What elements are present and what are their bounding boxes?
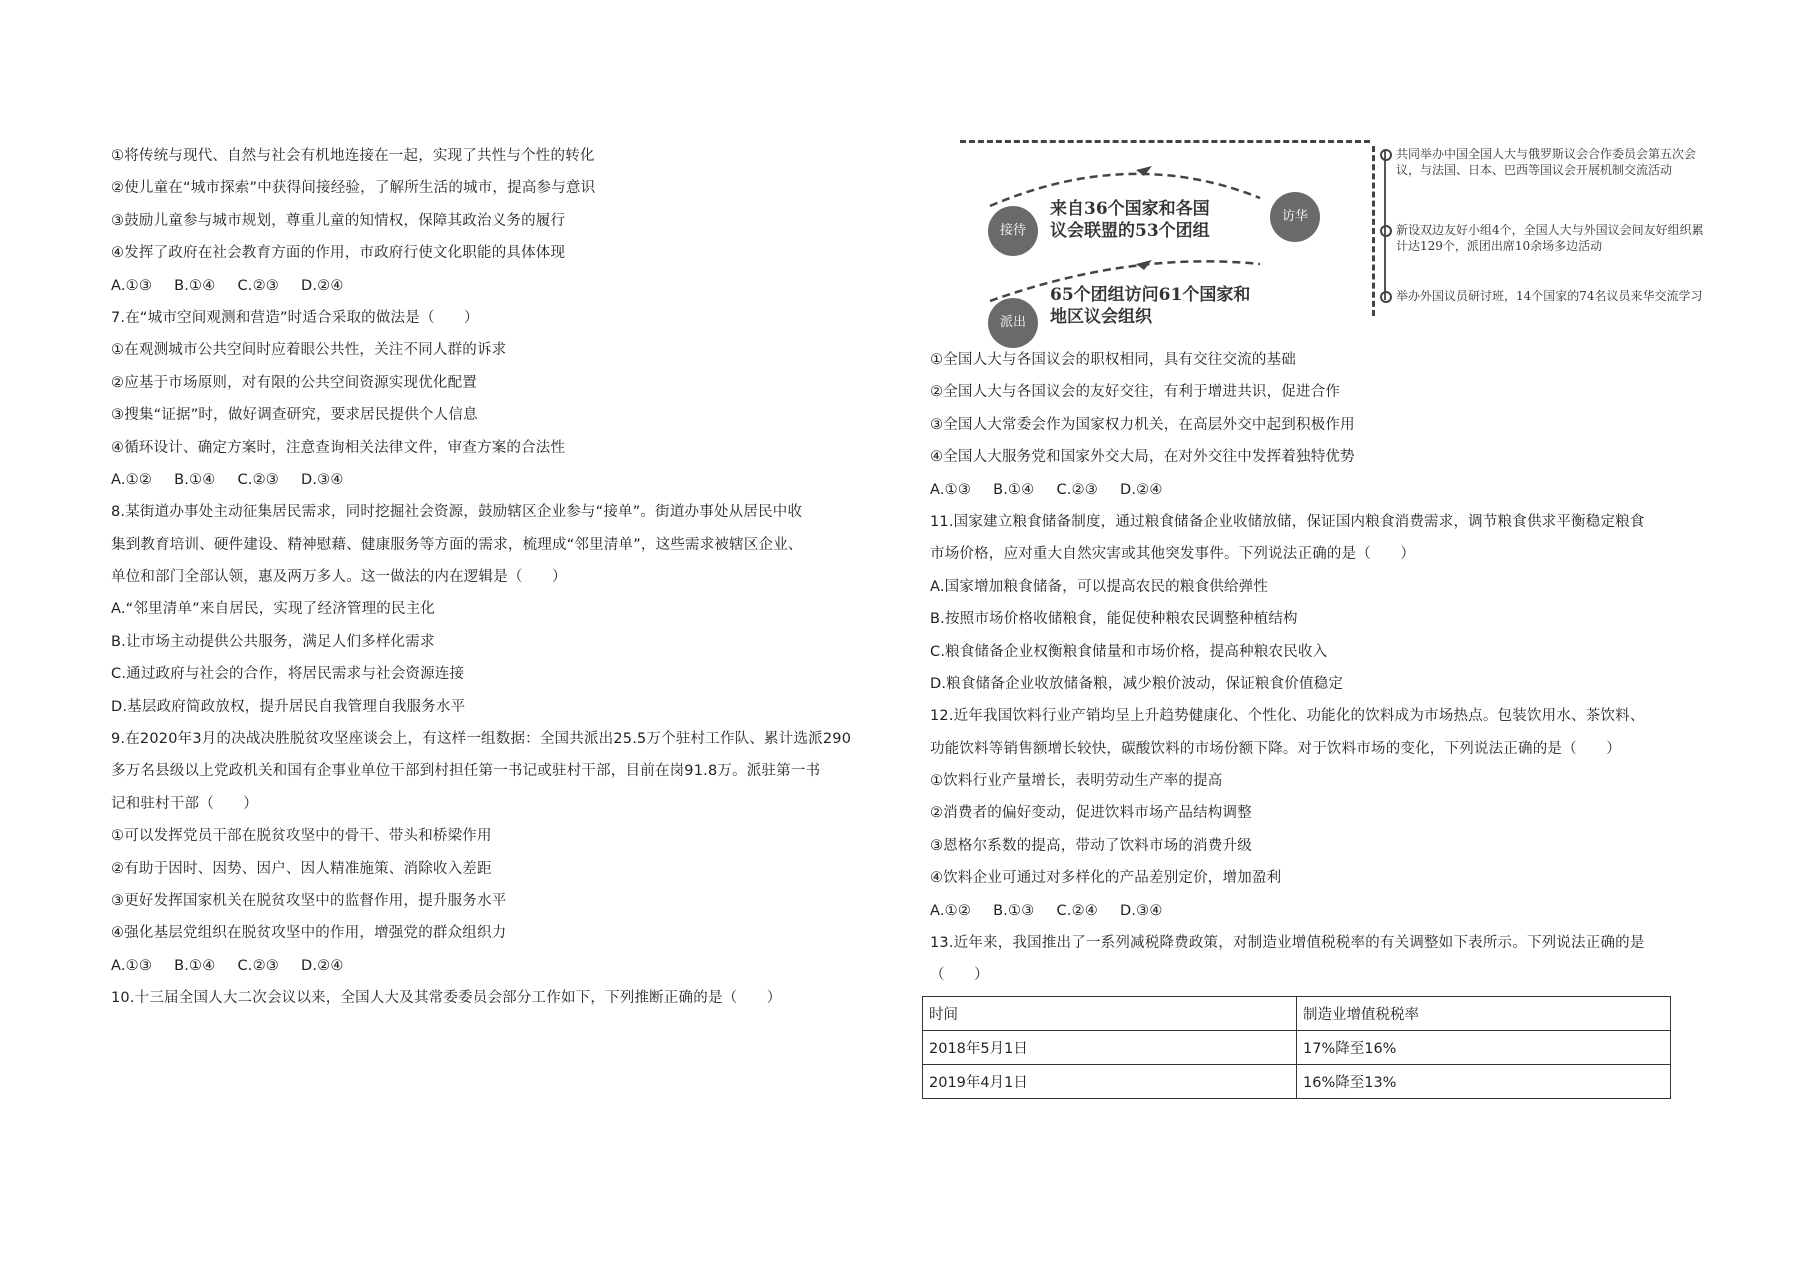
q8-stem-line-3: 单位和部门全部认领，惠及两万多人。这一做法的内在逻辑是（ ） xyxy=(111,569,567,586)
q8-option-d: D.基层政府简政放权，提升居民自我管理自我服务水平 xyxy=(111,698,466,715)
q7-options xyxy=(111,464,911,496)
right-column xyxy=(930,140,1720,1099)
q9-item-3: ③更好发挥国家机关在脱贫攻坚中的监督作用，提升服务水平 xyxy=(111,892,507,909)
q8-option-c: C.通过政府与社会的合作，将居民需求与社会资源连接 xyxy=(111,666,465,683)
q6-item-2: ②使儿童在“城市探索”中获得间接经验，了解所生活的城市，提高参与意识 xyxy=(111,180,596,197)
q10-item-3: ③全国人大常委会作为国家权力机关，在高层外交中起到积极作用 xyxy=(930,416,1355,433)
send-text-line-1: 65个团组访问61个国家和 xyxy=(1050,285,1251,305)
figure-bullet-1: 共同举办中国全国人大与俄罗斯议会合作委员会第五次会议，与法国、日本、巴西等国议会开展机制交流活动 xyxy=(1378,146,1706,178)
table-row xyxy=(923,1064,1671,1098)
table-header-row xyxy=(923,996,1671,1030)
q10-option-c: C.②③ xyxy=(1056,481,1098,498)
q9-stem-line-2: 多万名县级以上党政机关和国有企事业单位干部到村担任第一书记或驻村干部，目前在岗91.8万。派驻第一书 xyxy=(111,763,821,780)
receive-text-line-1: 来自36个国家和各国 xyxy=(1050,199,1210,219)
q11-option-a: A.国家增加粮食储备，可以提高农民的粮食供给弹性 xyxy=(930,578,1269,595)
q9-item-4: ④强化基层党组织在脱贫攻坚中的作用，增强党的群众组织力 xyxy=(111,925,507,942)
q7-item-1: ①在观测城市公共空间时应着眼公共性，关注不同人群的诉求 xyxy=(111,342,507,359)
q7-item-3: ③搜集“证据”时，做好调查研究，要求居民提供个人信息 xyxy=(111,407,478,424)
q7-option-c: C.②③ xyxy=(237,471,279,488)
q9-option-d: D.②④ xyxy=(300,957,344,974)
q6-option-a: A.①③ xyxy=(111,277,153,294)
q11-option-d: D.粮食储备企业收放储备粮，减少粮价波动，保证粮食价值稳定 xyxy=(930,675,1344,692)
q12-option-c: C.②④ xyxy=(1056,902,1098,919)
q12-stem-line-2: 功能饮料等销售额增长较快，碳酸饮料的市场份额下降。对于饮料市场的变化，下列说法正确的是（ ） xyxy=(930,740,1621,757)
table-cell-date: 2018年5月1日 xyxy=(923,1030,1297,1064)
q12-option-d: D.③④ xyxy=(1119,902,1163,919)
q10-item-4: ④全国人大服务党和国家外交大局，在对外交往中发挥着独特优势 xyxy=(930,449,1355,466)
q8-stem-line-2: 集到教育培训、硬件建设、精神慰藉、健康服务等方面的需求，梳理成“邻里清单”，这些需求被辖区企业、 xyxy=(111,536,803,553)
q12-item-4: ④饮料企业可通过对多样化的产品差别定价，增加盈利 xyxy=(930,870,1282,887)
q10-options xyxy=(930,474,1720,506)
q6-option-c: C.②③ xyxy=(237,277,279,294)
q7-option-d: D.③④ xyxy=(300,471,344,488)
q7-item-2: ②应基于市场原则，对有限的公共空间资源实现优化配置 xyxy=(111,374,477,391)
q9-stem-line-3: 记和驻村干部（ ） xyxy=(111,795,258,812)
q10-item-2: ②全国人大与各国议会的友好交往，有利于增进共识，促进合作 xyxy=(930,384,1341,401)
q8-stem-line-1: 8.某街道办事处主动征集居民需求，同时挖掘社会资源，鼓励辖区企业参与“接单”。街道办事处从居民中收 xyxy=(111,504,803,521)
send-text xyxy=(1050,284,1250,328)
q11-stem-line-1: 11.国家建立粮食储备制度，通过粮食储备企业收储放储，保证国内粮食消费需求，调节粮食供求平衡稳定粮食 xyxy=(930,513,1645,530)
q7-stem: 7.在“城市空间观测和营造”时适合采取的做法是（ ） xyxy=(111,309,479,326)
q7-item-4: ④循环设计、确定方案时，注意查询相关法律文件，审查方案的合法性 xyxy=(111,439,566,456)
q12-item-1: ①饮料行业产量增长，表明劳动生产率的提高 xyxy=(930,773,1223,790)
q11-stem-line-2: 市场价格，应对重大自然灾害或其他突发事件。下列说法正确的是（ ） xyxy=(930,546,1416,563)
q10-option-a: A.①③ xyxy=(930,481,972,498)
q10-option-b: B.①④ xyxy=(993,481,1035,498)
q8-option-a: A.“邻里清单”来自居民，实现了经济管理的民主化 xyxy=(111,601,436,618)
table-header-rate: 制造业增值税税率 xyxy=(1297,996,1671,1030)
q10-item-1: ①全国人大与各国议会的职权相同，具有交往交流的基础 xyxy=(930,352,1296,368)
q6-options xyxy=(111,270,911,302)
q6-option-d: D.②④ xyxy=(300,277,344,294)
npc-work-figure xyxy=(930,136,1704,348)
table-cell-date: 2019年4月1日 xyxy=(923,1064,1297,1098)
q9-option-b: B.①④ xyxy=(174,957,216,974)
q10-stem: 10.十三届全国人大二次会议以来，全国人大及其常委委员会部分工作如下，下列推断正确的是（ ） xyxy=(111,990,782,1007)
receive-text xyxy=(1050,198,1210,242)
q6-item-4: ④发挥了政府在社会教育方面的作用，市政府行使文化职能的具体体现 xyxy=(111,245,566,262)
q12-options xyxy=(930,895,1720,927)
q8-option-b: B.让市场主动提供公共服务，满足人们多样化需求 xyxy=(111,633,435,650)
q9-option-a: A.①③ xyxy=(111,957,153,974)
table-header-time: 时间 xyxy=(923,996,1297,1030)
q12-item-3: ③恩格尔系数的提高，带动了饮料市场的消费升级 xyxy=(930,837,1252,854)
q6-item-3: ③鼓励儿童参与城市规划，尊重儿童的知情权，保障其政治义务的履行 xyxy=(111,212,566,229)
bubble-receive: 接待 xyxy=(988,206,1038,256)
q12-option-a: A.①② xyxy=(930,902,972,919)
q12-item-2: ②消费者的偏好变动，促进饮料市场产品结构调整 xyxy=(930,805,1252,822)
figure-bracket xyxy=(1362,146,1375,316)
figure-bullet-3: 举办外国议员研讨班，14个国家的74名议员来华交流学习 xyxy=(1378,288,1706,304)
q12-option-b: B.①③ xyxy=(993,902,1035,919)
q11-option-b: B.按照市场价格收储粮食，能促使种粮农民调整种植结构 xyxy=(930,611,1298,628)
table-row xyxy=(923,1030,1671,1064)
q11-option-c: C.粮食储备企业权衡粮食储量和市场价格，提高种粮农民收入 xyxy=(930,643,1328,660)
q9-option-c: C.②③ xyxy=(237,957,279,974)
left-column xyxy=(111,140,911,1015)
bubble-visit: 访华 xyxy=(1270,192,1320,242)
q7-option-b: B.①④ xyxy=(174,471,216,488)
q9-options xyxy=(111,950,911,982)
receive-text-line-2: 议会联盟的53个团组 xyxy=(1050,221,1210,241)
q13-blank: （ ） xyxy=(930,967,989,984)
send-text-line-2: 地区议会组织 xyxy=(1050,307,1152,327)
q6-item-1: ①将传统与现代、自然与社会有机地连接在一起，实现了共性与个性的转化 xyxy=(111,148,595,164)
q9-stem-line-1: 9.在2020年3月的决战决胜脱贫攻坚座谈会上，有这样一组数据：全国共派出25.5万个驻村工作队、累计选派290 xyxy=(111,731,852,748)
figure-bullet-2: 新设双边友好小组4个，全国人大与外国议会间友好组织累计达129个，派团出席10余场多边活动 xyxy=(1378,222,1706,254)
q9-item-1: ①可以发挥党员干部在脱贫攻坚中的骨干、带头和桥梁作用 xyxy=(111,828,492,845)
tax-rate-table xyxy=(922,996,1671,1099)
table-cell-rate: 17%降至16% xyxy=(1297,1030,1671,1064)
q6-option-b: B.①④ xyxy=(174,277,216,294)
q12-stem-line-1: 12.近年我国饮料行业产销均呈上升趋势健康化、个性化、功能化的饮料成为市场热点。包装饮用水、茶饮料、 xyxy=(930,708,1645,725)
table-cell-rate: 16%降至13% xyxy=(1297,1064,1671,1098)
q9-item-2: ②有助于因时、因势、因户、因人精准施策、消除收入差距 xyxy=(111,860,492,877)
q13-stem: 13.近年来，我国推出了一系列减税降费政策，对制造业增值税税率的有关调整如下表所示。下列说法正确的是 xyxy=(930,935,1645,952)
bubble-send: 派出 xyxy=(988,298,1038,348)
q7-option-a: A.①② xyxy=(111,471,153,488)
q10-option-d: D.②④ xyxy=(1119,481,1163,498)
